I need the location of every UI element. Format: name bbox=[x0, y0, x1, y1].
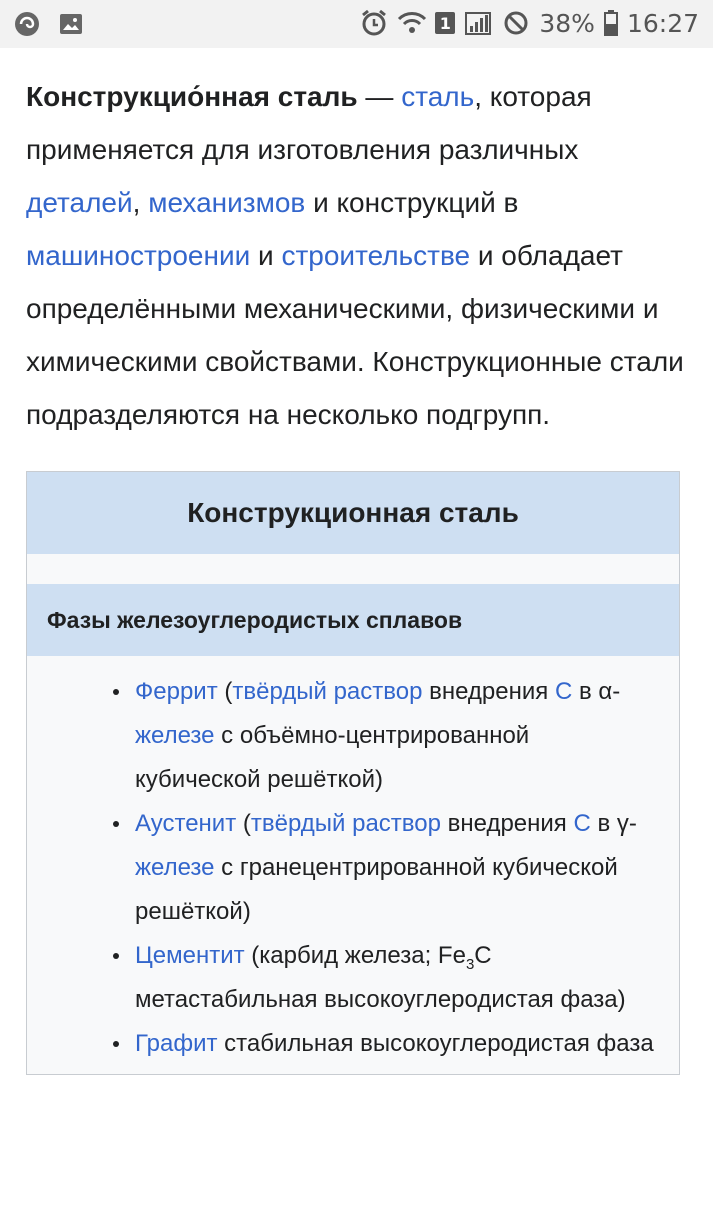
text: внедрения bbox=[422, 678, 555, 705]
link-carbon[interactable]: C bbox=[554, 678, 573, 705]
link-construction[interactable]: строительстве bbox=[281, 240, 471, 271]
text: ( bbox=[236, 810, 251, 837]
link-steel[interactable]: сталь bbox=[401, 81, 475, 112]
text: C метастабильная высокоуглеродистая фаза) bbox=[135, 942, 626, 1013]
text: с объёмно-центрированной кубической решёткой) bbox=[135, 722, 530, 793]
link-austenite[interactable]: Аустенит bbox=[135, 810, 237, 837]
link-ferrite[interactable]: Феррит bbox=[135, 678, 218, 705]
clock: 16:27 bbox=[626, 8, 699, 38]
list-item bbox=[135, 670, 659, 802]
text: , которая применяется для изготовления различных bbox=[26, 81, 592, 165]
link-mechanisms[interactable]: механизмов bbox=[148, 187, 306, 218]
text: и bbox=[250, 240, 282, 271]
text: с гранецентрированной кубической решёткой) bbox=[135, 854, 618, 925]
wifi-icon bbox=[397, 8, 427, 38]
app-icon bbox=[12, 9, 42, 39]
text: — bbox=[357, 81, 402, 112]
link-details[interactable]: деталей bbox=[26, 187, 133, 218]
infobox-section-title: Фазы железоуглеродистых сплавов bbox=[27, 584, 679, 656]
dnd-icon bbox=[501, 8, 531, 38]
link-carbon[interactable]: C bbox=[573, 810, 591, 837]
link-solid-solution[interactable]: твёрдый раствор bbox=[250, 810, 441, 837]
subscript: 3 bbox=[465, 955, 475, 973]
image-icon bbox=[56, 9, 86, 39]
text: внедрения bbox=[440, 810, 574, 837]
infobox bbox=[26, 471, 680, 1075]
article-term: Конструкцио́нная сталь bbox=[26, 81, 358, 112]
link-iron[interactable]: железе bbox=[135, 854, 215, 881]
article-content bbox=[0, 48, 713, 1075]
text: в α- bbox=[572, 678, 621, 705]
link-solid-solution[interactable]: твёрдый раствор bbox=[232, 678, 423, 705]
status-bar bbox=[0, 0, 713, 48]
link-cementite[interactable]: Цементит bbox=[135, 942, 245, 969]
signal-icon bbox=[463, 8, 493, 38]
notification-count-badge: 1 bbox=[435, 12, 455, 34]
text: ( bbox=[217, 678, 233, 705]
infobox-title: Конструкционная сталь bbox=[27, 472, 679, 554]
battery-icon bbox=[603, 8, 619, 38]
text: в γ- bbox=[590, 810, 637, 837]
text: (карбид железа; Fe bbox=[244, 942, 466, 969]
link-machine-building[interactable]: машиностроении bbox=[26, 240, 251, 271]
list-item bbox=[135, 934, 659, 1022]
list-item bbox=[135, 802, 659, 934]
phases-list bbox=[27, 656, 679, 1074]
text: , bbox=[132, 187, 149, 218]
text: и обладает определёнными механическими, физическими и химическими свойствами. Конструкционные стали подразделяются на несколько подгрупп. bbox=[26, 240, 684, 430]
list-item bbox=[135, 1022, 659, 1066]
text: и конструкций в bbox=[305, 187, 519, 218]
intro-paragraph bbox=[26, 70, 687, 441]
link-graphite[interactable]: Графит bbox=[135, 1030, 218, 1057]
link-iron[interactable]: железе bbox=[135, 722, 215, 749]
battery-percent: 38% bbox=[539, 8, 595, 38]
alarm-icon bbox=[359, 8, 389, 38]
text: стабильная высокоуглеродистая фаза bbox=[217, 1030, 654, 1057]
